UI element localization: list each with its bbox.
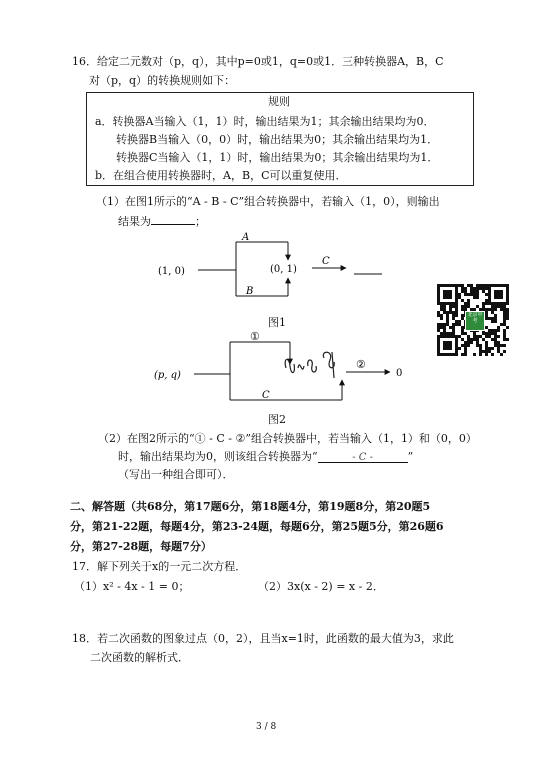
- q16-part1-text: 结果为: [118, 215, 151, 228]
- fig1-label-a: A: [242, 232, 250, 243]
- q16-part2-line3: （写出一种组合即可）．: [118, 468, 234, 481]
- q16-part1-line1: （1）在图1所示的“A - B - C”组合转换器中，若输入（1，0），则输出: [96, 195, 440, 208]
- fig2-label-c: C: [262, 390, 270, 401]
- figure-1: [150, 228, 390, 328]
- q16-line2: 对（p，q）的转换规则如下：: [89, 74, 236, 87]
- q16-part1-end: ；: [195, 215, 206, 228]
- fig1-mid: (0, 1): [270, 264, 297, 275]
- answer-blank-1[interactable]: [151, 213, 195, 225]
- q18-line2: 二次函数的解析式．: [90, 651, 189, 664]
- section2-line3: 分，第27-28题，每题7分）: [70, 540, 212, 553]
- fig2-circle-1: ①: [250, 330, 260, 343]
- q17-part2: （2）3x(x - 2) = x - 2．: [258, 580, 384, 593]
- answer-blank-2[interactable]: - C -: [318, 451, 408, 463]
- rule-a1: a．转换器A当输入（1，1）时，输出结果为1；其余输出结果均为0．: [95, 115, 435, 128]
- q16-part2-line2: [118, 450, 413, 464]
- rules-title: 规则: [268, 95, 290, 108]
- rule-a2: 转换器B当输入（0，0）时，输出结果为0；其余输出结果均为1．: [116, 133, 439, 146]
- qr-code[interactable]: [437, 284, 509, 356]
- fig1-label-c: C: [322, 256, 330, 267]
- handwritten-scribble-2: [323, 352, 334, 378]
- fig2-output: 0: [396, 368, 403, 379]
- q17-part1: （1）x² - 4x - 1 = 0；: [74, 580, 190, 593]
- section2-line1: 二、解答题（共68分，第17题6分，第18题4分，第19题8分，第20题5: [70, 500, 431, 513]
- q16-part2-line1: （2）在图2所示的“① - C - ②”组合转换器中，若当输入（1，1）和（0，0）: [98, 432, 477, 445]
- section2-line2: 分，第21-22题，每题4分，第23-24题，每题6分，第25题5分，第26题6: [70, 520, 444, 533]
- q16-part1-line2: [118, 213, 206, 229]
- page-number: 3 / 8: [256, 722, 277, 732]
- figure-2: [150, 328, 420, 414]
- fig2-caption: 图2: [268, 413, 286, 426]
- fig1-label-b: B: [246, 286, 254, 297]
- fig1-input: (1, 0): [158, 266, 185, 277]
- q17-stem: 17．解下列关于x的一元二次方程．: [72, 560, 247, 573]
- rule-a3: 转换器C当输入（1，1）时，输出结果为0；其余输出结果均为1．: [116, 151, 439, 164]
- fig1-caption: 图1: [268, 316, 286, 329]
- q16-part2-text: 时，输出结果均为0，则该组合转换器为“: [118, 450, 318, 463]
- q18-line1: 18．若二次函数的图象过点（0，2），且当x=1时，此函数的最大值为3，求此: [72, 632, 454, 645]
- qr-logo-badge: 北京中考: [465, 311, 485, 331]
- fig2-input: (p, q): [154, 370, 181, 381]
- q16-line1: 16．给定二元数对（p，q），其中p=0或1，q=0或1．三种转换器A，B，C: [72, 55, 444, 68]
- fig2-circle-2: ②: [356, 358, 366, 371]
- q16-part2-close: ”: [407, 450, 414, 463]
- rule-b: b．在组合使用转换器时，A，B，C可以重复使用．: [95, 169, 347, 182]
